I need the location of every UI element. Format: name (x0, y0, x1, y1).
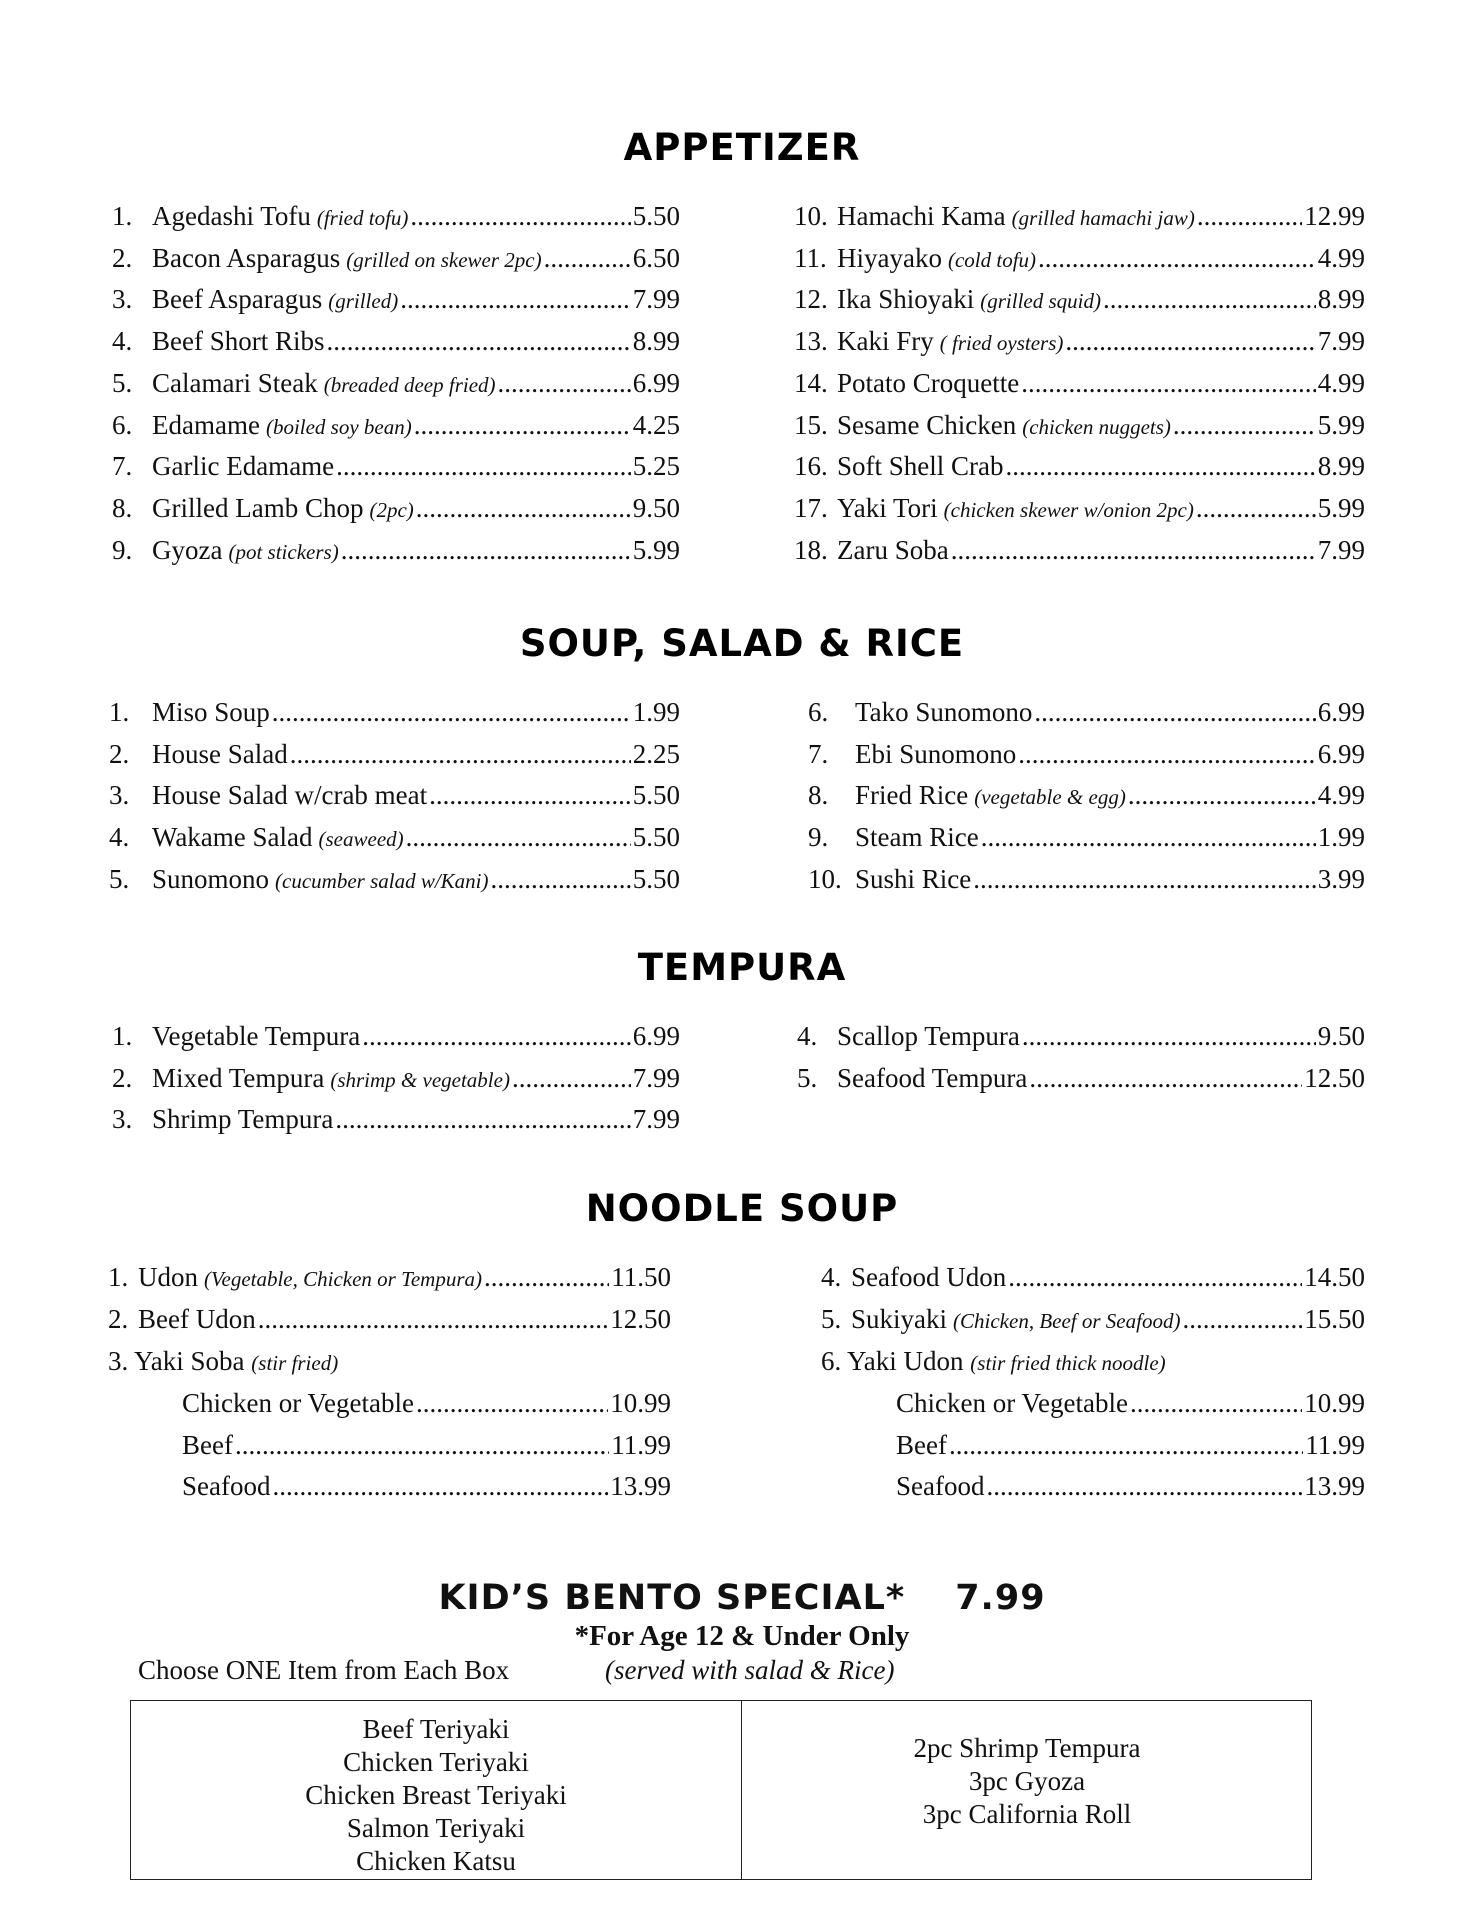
dot-leader (981, 820, 1316, 854)
menu-item (112, 1019, 680, 1053)
item-number: 6. (808, 697, 829, 727)
dot-leader (1022, 1019, 1316, 1053)
item-price: 4.99 (1317, 368, 1365, 398)
item-price: 7.99 (632, 1063, 680, 1093)
item-description: (boiled soy bean) (265, 415, 412, 439)
item-price: 10.99 (1304, 1388, 1365, 1418)
item-name: Fried Rice (855, 780, 969, 810)
item-description: (chicken skewer w/onion 2pc) (943, 498, 1194, 522)
item-description: (chicken nuggets) (1022, 415, 1171, 439)
item-price: 12.50 (1304, 1063, 1365, 1093)
item-description: (pot stickers) (228, 540, 339, 564)
item-description: (fried tofu) (316, 206, 409, 230)
appetizer-heading: APPETIZER (623, 126, 861, 169)
dot-leader (429, 778, 631, 812)
menu-item (112, 1102, 680, 1136)
item-number: 14. (794, 368, 828, 398)
menu-item (109, 820, 680, 856)
dot-leader (272, 695, 631, 729)
item-name: Vegetable Tempura (152, 1021, 361, 1051)
menu-item (896, 1469, 1365, 1503)
item-name: Ebi Sunomono (855, 739, 1017, 769)
item-price: 6.99 (1317, 739, 1365, 769)
item-description: (seaweed) (318, 827, 404, 851)
item-price: 6.99 (632, 1021, 680, 1051)
menu-item (112, 1061, 680, 1097)
menu-item (108, 1302, 671, 1336)
item-number: 5. (109, 864, 130, 894)
item-number: 10. (794, 201, 828, 231)
menu-item (112, 408, 680, 444)
item-name: Sesame Chicken (837, 410, 1017, 440)
item-price: 7.99 (632, 284, 680, 314)
dot-leader (986, 1469, 1302, 1503)
item-price: 1.99 (632, 697, 680, 727)
item-name: Udon (138, 1262, 198, 1292)
item-description: (vegetable & egg) (974, 785, 1126, 809)
menu-item (109, 862, 680, 898)
item-price: 13.99 (1304, 1471, 1365, 1501)
menu-item (112, 199, 680, 235)
menu-item (794, 366, 1365, 400)
item-number: 18. (794, 535, 828, 565)
dot-leader (491, 862, 631, 896)
item-name: Miso Soup (152, 697, 270, 727)
dot-leader (406, 820, 631, 854)
kids-served-with: (served with salad & Rice) (605, 1655, 895, 1685)
bento-choice: Salmon Teriyaki (346, 1813, 526, 1843)
item-price: 5.50 (632, 822, 680, 852)
menu-item (112, 241, 680, 277)
yaki-soba-label: 3. Yaki Soba (stir fried) (108, 1346, 339, 1376)
item-price: 12.99 (1304, 201, 1365, 231)
dot-leader (1021, 366, 1316, 400)
menu-item (794, 282, 1365, 318)
item-price: 4.99 (1317, 780, 1365, 810)
bento-choice: Chicken Teriyaki (343, 1747, 529, 1777)
item-price: 12.50 (610, 1304, 671, 1334)
item-number: 10. (808, 864, 842, 894)
item-number: 5. (112, 368, 133, 398)
menu-item (896, 1428, 1365, 1462)
item-description: (grilled on skewer 2pc) (346, 248, 542, 272)
item-number: 2. (108, 1304, 129, 1334)
dot-leader (1182, 1302, 1302, 1336)
item-description: (breaded deep fried) (323, 373, 496, 397)
menu-item (794, 449, 1365, 483)
dot-leader (1196, 491, 1316, 525)
menu-item (808, 695, 1365, 729)
dot-leader (1029, 1061, 1302, 1095)
kids-bento-title: KID’S BENTO SPECIAL* 7.99 (438, 1578, 1046, 1618)
item-price: 5.50 (632, 780, 680, 810)
dot-leader (258, 1302, 609, 1336)
item-description: (2pc) (369, 498, 414, 522)
menu-item (808, 820, 1365, 854)
item-price: 5.25 (632, 451, 680, 481)
bento-choice: Chicken Katsu (356, 1846, 516, 1876)
item-price: 9.50 (632, 493, 680, 523)
item-number: 1. (112, 201, 133, 231)
menu-item (797, 1019, 1365, 1053)
dot-leader (484, 1260, 609, 1294)
item-number: 3. (112, 284, 133, 314)
dot-leader (1197, 199, 1302, 233)
dot-leader (1173, 408, 1316, 442)
dot-leader (1006, 449, 1316, 483)
menu-item (794, 199, 1365, 235)
item-name: Yaki Tori (837, 493, 938, 523)
dot-leader (951, 533, 1316, 567)
item-name: Calamari Steak (152, 368, 318, 398)
menu-item (821, 1302, 1365, 1338)
item-name: Seafood Udon (851, 1262, 1007, 1292)
item-name: Beef Asparagus (152, 284, 323, 314)
soup-salad-rice-heading: SOUP, SALAD & RICE (519, 622, 965, 665)
dot-leader (512, 1061, 631, 1095)
item-price: 2.25 (632, 739, 680, 769)
menu-item (182, 1386, 671, 1420)
kids-main-choices (131, 1713, 741, 1878)
item-name: Mixed Tempura (152, 1063, 325, 1093)
dot-leader (362, 1019, 630, 1053)
item-price: 5.99 (1317, 493, 1365, 523)
dot-leader (1018, 737, 1315, 771)
menu-item (109, 778, 680, 812)
item-name: Kaki Fry (837, 326, 934, 356)
dot-leader (1103, 282, 1316, 316)
item-number: 3. (112, 1104, 133, 1134)
item-name: Chicken or Vegetable (182, 1388, 414, 1418)
item-price: 6.50 (632, 243, 680, 273)
item-price: 8.99 (1317, 284, 1365, 314)
item-number: 1. (108, 1262, 129, 1292)
item-price: 13.99 (610, 1471, 671, 1501)
menu-item (797, 1061, 1365, 1095)
dot-leader (1038, 241, 1316, 275)
item-price: 11.99 (1305, 1430, 1365, 1460)
menu-item (794, 324, 1365, 360)
item-name: Potato Croquette (837, 368, 1020, 398)
item-description: (Vegetable, Chicken or Tempura) (204, 1267, 483, 1291)
item-number: 16. (794, 451, 828, 481)
item-price: 5.99 (632, 535, 680, 565)
menu-item (109, 695, 680, 729)
item-price: 8.99 (632, 326, 680, 356)
menu-item (794, 408, 1365, 444)
item-price: 11.99 (611, 1430, 671, 1460)
item-name: Garlic Edamame (152, 451, 335, 481)
menu-item (112, 449, 680, 483)
dot-leader (973, 862, 1315, 896)
item-number: 5. (797, 1063, 818, 1093)
item-number: 12. (794, 284, 828, 314)
yaki-udon-label: 6. Yaki Udon (stir fried thick noodle) (821, 1346, 1166, 1376)
item-number: 4. (112, 326, 133, 356)
kids-choose-instruction: Choose ONE Item from Each Box (138, 1655, 510, 1685)
item-number: 15. (794, 410, 828, 440)
kids-choice-box (130, 1700, 1312, 1880)
dot-leader (1065, 324, 1315, 358)
menu-item (808, 778, 1365, 814)
menu-item (112, 324, 680, 358)
item-name: Beef (896, 1430, 947, 1460)
item-name: Grilled Lamb Chop (152, 493, 364, 523)
item-name: Sushi Rice (855, 864, 972, 894)
item-name: Bacon Asparagus (152, 243, 341, 273)
item-price: 14.50 (1304, 1262, 1365, 1292)
item-price: 10.99 (610, 1388, 671, 1418)
item-name: Beef Udon (138, 1304, 256, 1334)
item-price: 5.50 (632, 864, 680, 894)
item-name: Agedashi Tofu (152, 201, 311, 231)
item-price: 8.99 (1317, 451, 1365, 481)
item-name: Steam Rice (855, 822, 979, 852)
item-number: 9. (808, 822, 829, 852)
item-description: (grilled squid) (980, 289, 1101, 313)
item-name: Tako Sunomono (855, 697, 1033, 727)
item-name: Ika Shioyaki (837, 284, 975, 314)
dot-leader (400, 282, 631, 316)
menu-item (821, 1260, 1365, 1294)
dot-leader (544, 241, 631, 275)
item-description: (Chicken, Beef or Seafood) (953, 1309, 1181, 1333)
dot-leader (414, 408, 631, 442)
menu-item (896, 1386, 1365, 1420)
bento-choice: 3pc California Roll (922, 1799, 1132, 1829)
item-number: 6. (112, 410, 133, 440)
bento-choice: Beef Teriyaki (362, 1714, 510, 1744)
dot-leader (290, 737, 631, 771)
item-description: ( fried oysters) (939, 331, 1064, 355)
item-price: 3.99 (1317, 864, 1365, 894)
item-name: Shrimp Tempura (152, 1104, 334, 1134)
dot-leader (410, 199, 630, 233)
item-description: (cold tofu) (947, 248, 1037, 272)
item-price: 5.50 (632, 201, 680, 231)
dot-leader (336, 449, 631, 483)
item-name: Gyoza (152, 535, 223, 565)
kids-side-choices (741, 1732, 1313, 1831)
item-name: House Salad (152, 739, 288, 769)
item-number: 9. (112, 535, 133, 565)
menu-item (808, 737, 1365, 771)
item-name: Beef (182, 1430, 233, 1460)
item-price: 9.50 (1317, 1021, 1365, 1051)
dot-leader (416, 1386, 608, 1420)
item-number: 13. (794, 326, 828, 356)
bento-choice: 3pc Gyoza (968, 1766, 1086, 1796)
dot-leader (341, 533, 631, 567)
item-number: 4. (109, 822, 130, 852)
item-price: 1.99 (1317, 822, 1365, 852)
item-price: 11.50 (611, 1262, 671, 1292)
item-price: 7.99 (1317, 535, 1365, 565)
item-number: 8. (808, 780, 829, 810)
dot-leader (949, 1428, 1303, 1462)
item-number: 2. (112, 243, 133, 273)
item-price: 7.99 (632, 1104, 680, 1134)
item-description: (shrimp & vegetable) (330, 1068, 510, 1092)
item-number: 3. (109, 780, 130, 810)
menu-item (182, 1469, 671, 1503)
menu-item (112, 282, 680, 318)
menu-item (794, 491, 1365, 527)
item-number: 8. (112, 493, 133, 523)
item-name: Zaru Soba (837, 535, 949, 565)
item-name: House Salad w/crab meat (152, 780, 428, 810)
menu-item (794, 241, 1365, 277)
dot-leader (1130, 1386, 1302, 1420)
menu-item (112, 491, 680, 527)
dot-leader (416, 491, 631, 525)
menu-item (112, 533, 680, 569)
menu-item (808, 862, 1365, 896)
noodle-soup-heading: NOODLE SOUP (585, 1187, 899, 1230)
menu-item (108, 1260, 671, 1296)
item-number: 5. (821, 1304, 842, 1334)
item-name: Seafood (182, 1471, 271, 1501)
menu-item (109, 737, 680, 771)
item-price: 6.99 (632, 368, 680, 398)
item-price: 6.99 (1317, 697, 1365, 727)
bento-choice: Chicken Breast Teriyaki (305, 1780, 567, 1810)
menu-item (112, 366, 680, 402)
item-name: Hamachi Kama (837, 201, 1006, 231)
kids-age-note: *For Age 12 & Under Only (574, 1620, 910, 1652)
item-number: 2. (109, 739, 130, 769)
bento-choice: 2pc Shrimp Tempura (913, 1733, 1141, 1763)
item-number: 4. (797, 1021, 818, 1051)
item-description: (cucumber salad w/Kani) (275, 869, 489, 893)
item-number: 2. (112, 1063, 133, 1093)
menu-item (794, 533, 1365, 567)
item-number: 11. (794, 243, 827, 273)
item-name: Soft Shell Crab (837, 451, 1004, 481)
item-number: 17. (794, 493, 828, 523)
item-name: Seafood (896, 1471, 985, 1501)
dot-leader (335, 1102, 630, 1136)
menu-item (182, 1428, 671, 1462)
item-number: 1. (112, 1021, 133, 1051)
dot-leader (327, 324, 631, 358)
item-name: Wakame Salad (152, 822, 313, 852)
dot-leader (1128, 778, 1316, 812)
item-price: 4.25 (632, 410, 680, 440)
item-price: 15.50 (1304, 1304, 1365, 1334)
item-name: Beef Short Ribs (152, 326, 325, 356)
item-description: (grilled hamachi jaw) (1011, 206, 1195, 230)
item-name: Seafood Tempura (837, 1063, 1028, 1093)
item-number: 7. (808, 739, 829, 769)
dot-leader (272, 1469, 608, 1503)
item-name: Edamame (152, 410, 260, 440)
item-number: 4. (821, 1262, 842, 1292)
dot-leader (235, 1428, 609, 1462)
tempura-heading: TEMPURA (637, 946, 847, 989)
dot-leader (498, 366, 631, 400)
item-number: 1. (109, 697, 130, 727)
item-name: Scallop Tempura (837, 1021, 1020, 1051)
dot-leader (1008, 1260, 1302, 1294)
item-description: (grilled) (328, 289, 399, 313)
item-number: 7. (112, 451, 133, 481)
dot-leader (1034, 695, 1315, 729)
item-name: Chicken or Vegetable (896, 1388, 1128, 1418)
item-name: Sunomono (152, 864, 270, 894)
item-price: 4.99 (1317, 243, 1365, 273)
item-name: Sukiyaki (851, 1304, 948, 1334)
item-price: 7.99 (1317, 326, 1365, 356)
item-price: 5.99 (1317, 410, 1365, 440)
item-name: Hiyayako (837, 243, 942, 273)
kids-bento-price: 7.99 (955, 1578, 1046, 1618)
